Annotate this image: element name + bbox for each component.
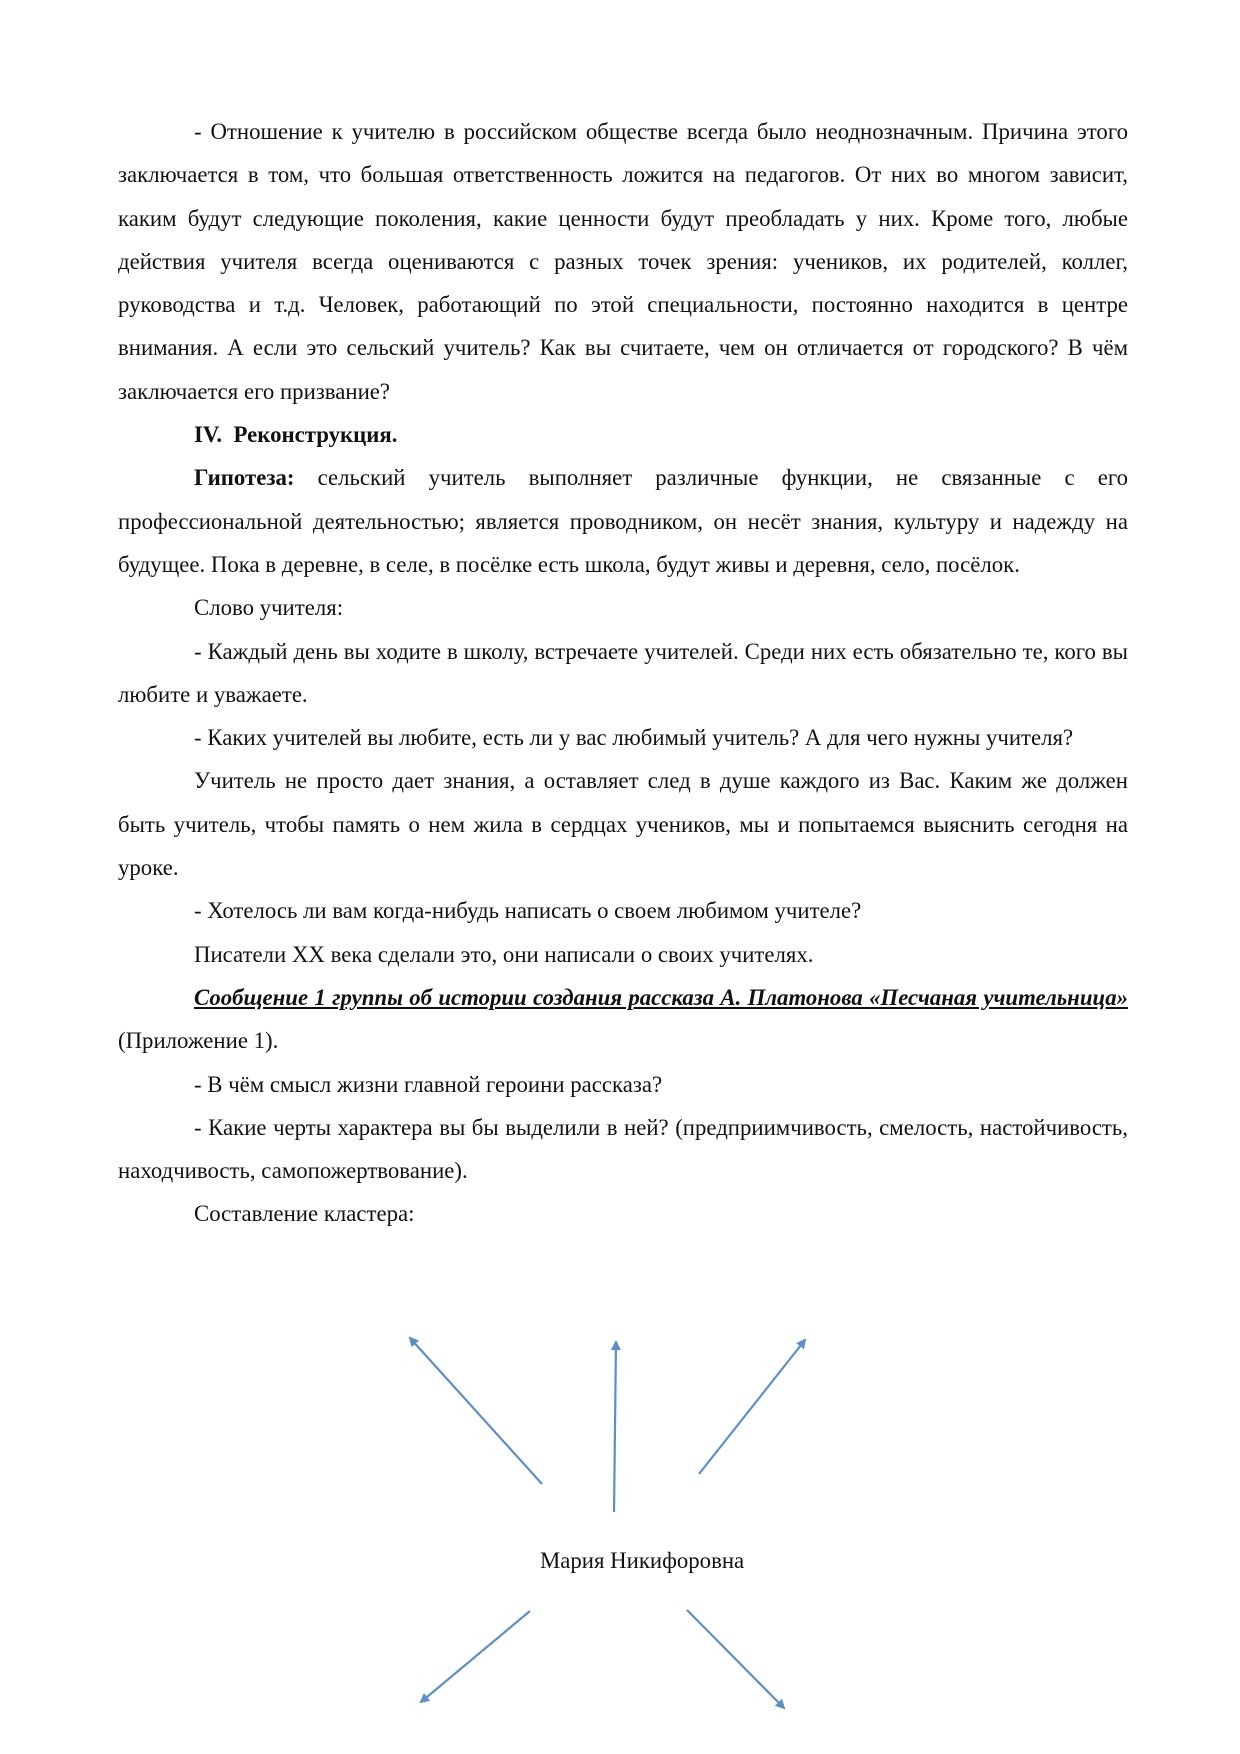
- heading-number: IV.: [194, 422, 223, 448]
- cluster-arrow-up: [614, 1342, 616, 1512]
- paragraph-teacher-not-only: Учитель не просто дает знания, а оставляет след в душе каждого из Вас. Каким же должен быть учитель, чтобы память о нем жила в сердцах учеников, мы и попытаемся выяснить сегодня на уроке.: [118, 768, 1128, 881]
- paragraph-wanted: - Хотелось ли вам когда-нибудь написать о своем любимом учителе?: [194, 898, 862, 924]
- report-suffix: (Приложение 1).: [118, 1028, 279, 1054]
- section-heading: [118, 413, 1128, 456]
- paragraph-writers: Писатели XX века сделали это, они написали о своих учителях.: [194, 941, 814, 967]
- paragraph-meaning: - В чём смысл жизни главной героини рассказа?: [194, 1071, 663, 1097]
- cluster-arrow-up-left: [410, 1338, 542, 1484]
- paragraph-hypothesis: [118, 456, 1128, 586]
- report-title: Сообщение 1 группы об истории создания рассказа А. Платонова «Песчаная учительница»: [194, 984, 1128, 1010]
- paragraph-traits: - Какие черты характера вы бы выделили в ней? (предприимчивость, смелость, настойчивость, находчивость, самопожертвование).: [118, 1114, 1128, 1184]
- document-body: [118, 110, 1128, 1236]
- paragraph-every-day: - Каждый день вы ходите в школу, встречаете учителей. Среди них есть обязательно те, кого вы любите и уважаете.: [118, 638, 1128, 707]
- cluster-arrow-up-right: [699, 1340, 805, 1474]
- cluster-arrow-down-left: [421, 1611, 530, 1702]
- hypothesis-text: сельский учитель выполняет различные функции, не связанные с его профессиональной деятельностью; является проводником, он несёт знания, культуру и надежду на будущее. Пока в деревне, в селе, в посёлке есть школа, будут живы и деревня, село, посёлок.: [118, 465, 1128, 577]
- heading-text: Реконструкция.: [233, 422, 398, 448]
- paragraph-teacher-word: Слово учителя:: [194, 595, 344, 621]
- paragraph-cluster: Составление кластера:: [194, 1201, 415, 1227]
- hypothesis-label: Гипотеза:: [194, 465, 295, 491]
- cluster-center-label: Мария Никифоровна: [540, 1548, 745, 1573]
- cluster-arrow-down-right: [687, 1610, 784, 1708]
- paragraph-report: [118, 976, 1128, 1063]
- paragraph-which-teachers: - Каких учителей вы любите, есть ли у вас любимый учитель? А для чего нужны учителя?: [194, 725, 1074, 751]
- paragraph-attitude: - Отношение к учителю в российском обществе всегда было неоднозначным. Причина этого заключается в том, что большая ответственность ложится на педагогов. От них во многом зависит, каким будут следующие поколения, какие ценности будут преобладать у них. Кроме того, любые действия учителя всегда оцениваются с разных точек зрения: учеников, их родителей, коллег, руководства и т.д. Человек, работающий по этой специальности, постоянно находится в центре внимания. А если это сельский учитель? Как вы считаете, чем он отличается от городского? В чём заключается его призвание?: [118, 119, 1128, 404]
